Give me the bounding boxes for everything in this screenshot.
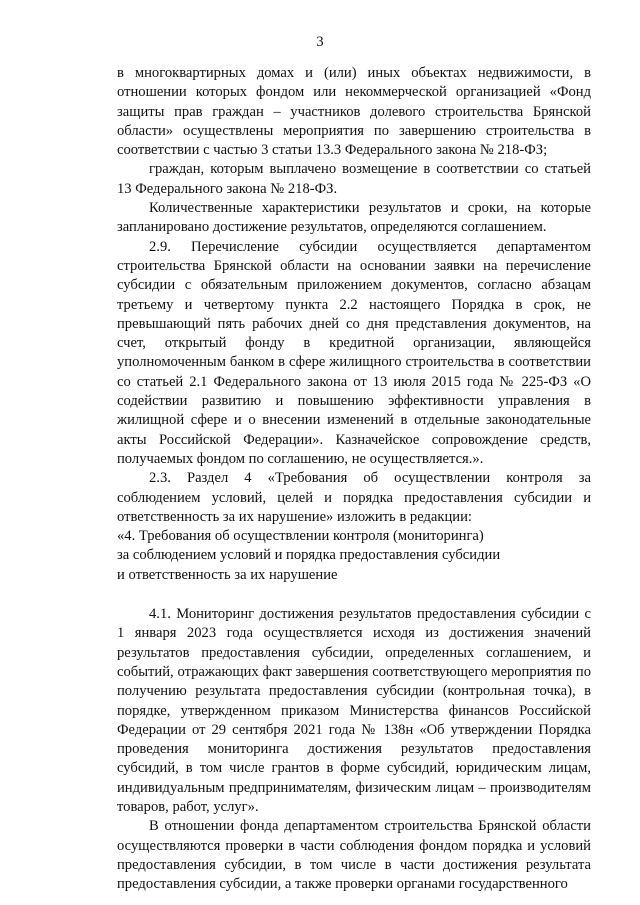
section-heading-line-1: «4. Требования об осуществлении контроля (мониторинга) (117, 528, 484, 545)
document-body (117, 64, 591, 894)
paragraph-apartment-buildings: в многоквартирных домах и (или) иных объектах недвижимости, в отношении которых фондом или некоммерческой организацией «Фонд защиты прав граждан – участников долевого строительства Брянской области» осуществлены мероприятия по завершению строительства в соответствии с частью 3 статьи 13.3 Федерального закона № 218-ФЗ; (117, 65, 591, 159)
paragraph-citizens-compensation: граждан, которым выплачено возмещение в соответствии со статьей 13 Федерального закона № 218-ФЗ. (117, 161, 591, 197)
paragraph-4-1-monitoring: 4.1. Мониторинг достижения результатов предоставления субсидии с 1 января 2023 года осуществляется исходя из достижения значений результатов предоставления субсидии, определенных соглашением, и событий, отражающих факт завершения соответствующего мероприятия по получению результата предоставления субсидии (контрольная точка), в порядке, утвержденном приказом Министерства финансов Российской Федерации от 29 сентября 2021 года № 138н «Об утверждении Порядка проведения мониторинга достижения результатов предоставления субсидий, в том числе грантов в форме субсидий, юридическим лицам, индивидуальным предпринимателям, физическим лицам – производителям товаров, работ, услуг». (117, 606, 591, 815)
section-heading-line-3: и ответственность за их нарушение (117, 566, 338, 583)
heading-spacer (117, 585, 591, 605)
page-number: 3 (316, 34, 324, 50)
section-heading-line-2: за соблюдением условий и порядка предоставления субсидии (117, 547, 501, 564)
paragraph-2-9-subsidy-transfer: 2.9. Перечисление субсидии осуществляется департаментом строительства Брянской области на основании заявки на перечисление субсидии с обязательным приложением документов, согласно абзацам третьему и четвертому пункта 2.2 настоящего Порядка в срок, не превышающий пять рабочих дней со дня представления документов, на счет, открытый фонду в кредитной организации, являющейся уполномоченным банком в сфере жилищного строительства в соответствии со статьей 2.1 Федерального закона от 13 июля 2015 года № 225-ФЗ «О содействии развитию и повышению эффективности управления в жилищной сфере и о внесении изменений в отдельные законодательные акты Российской Федерации». Казначейское сопровождение средств, получаемых фондом по соглашению, не осуществляется.». (117, 238, 591, 467)
paragraph-quantitative-characteristics: Количественные характеристики результатов и сроки, на которые запланировано достижение результатов, определяются соглашением. (117, 200, 591, 236)
paragraph-2-3-section-4: 2.3. Раздел 4 «Требования об осуществлении контроля за соблюдением условий, целей и порядка предоставления субсидии и ответственность за их нарушение» изложить в редакции: (117, 470, 591, 525)
paragraph-fund-inspections: В отношении фонда департаментом строительства Брянской области осуществляются проверки в части соблюдения фондом порядка и условий предоставления субсидии, в том числе в части достижения результата предоставления субсидии, а также проверки органами государственного (117, 818, 591, 893)
